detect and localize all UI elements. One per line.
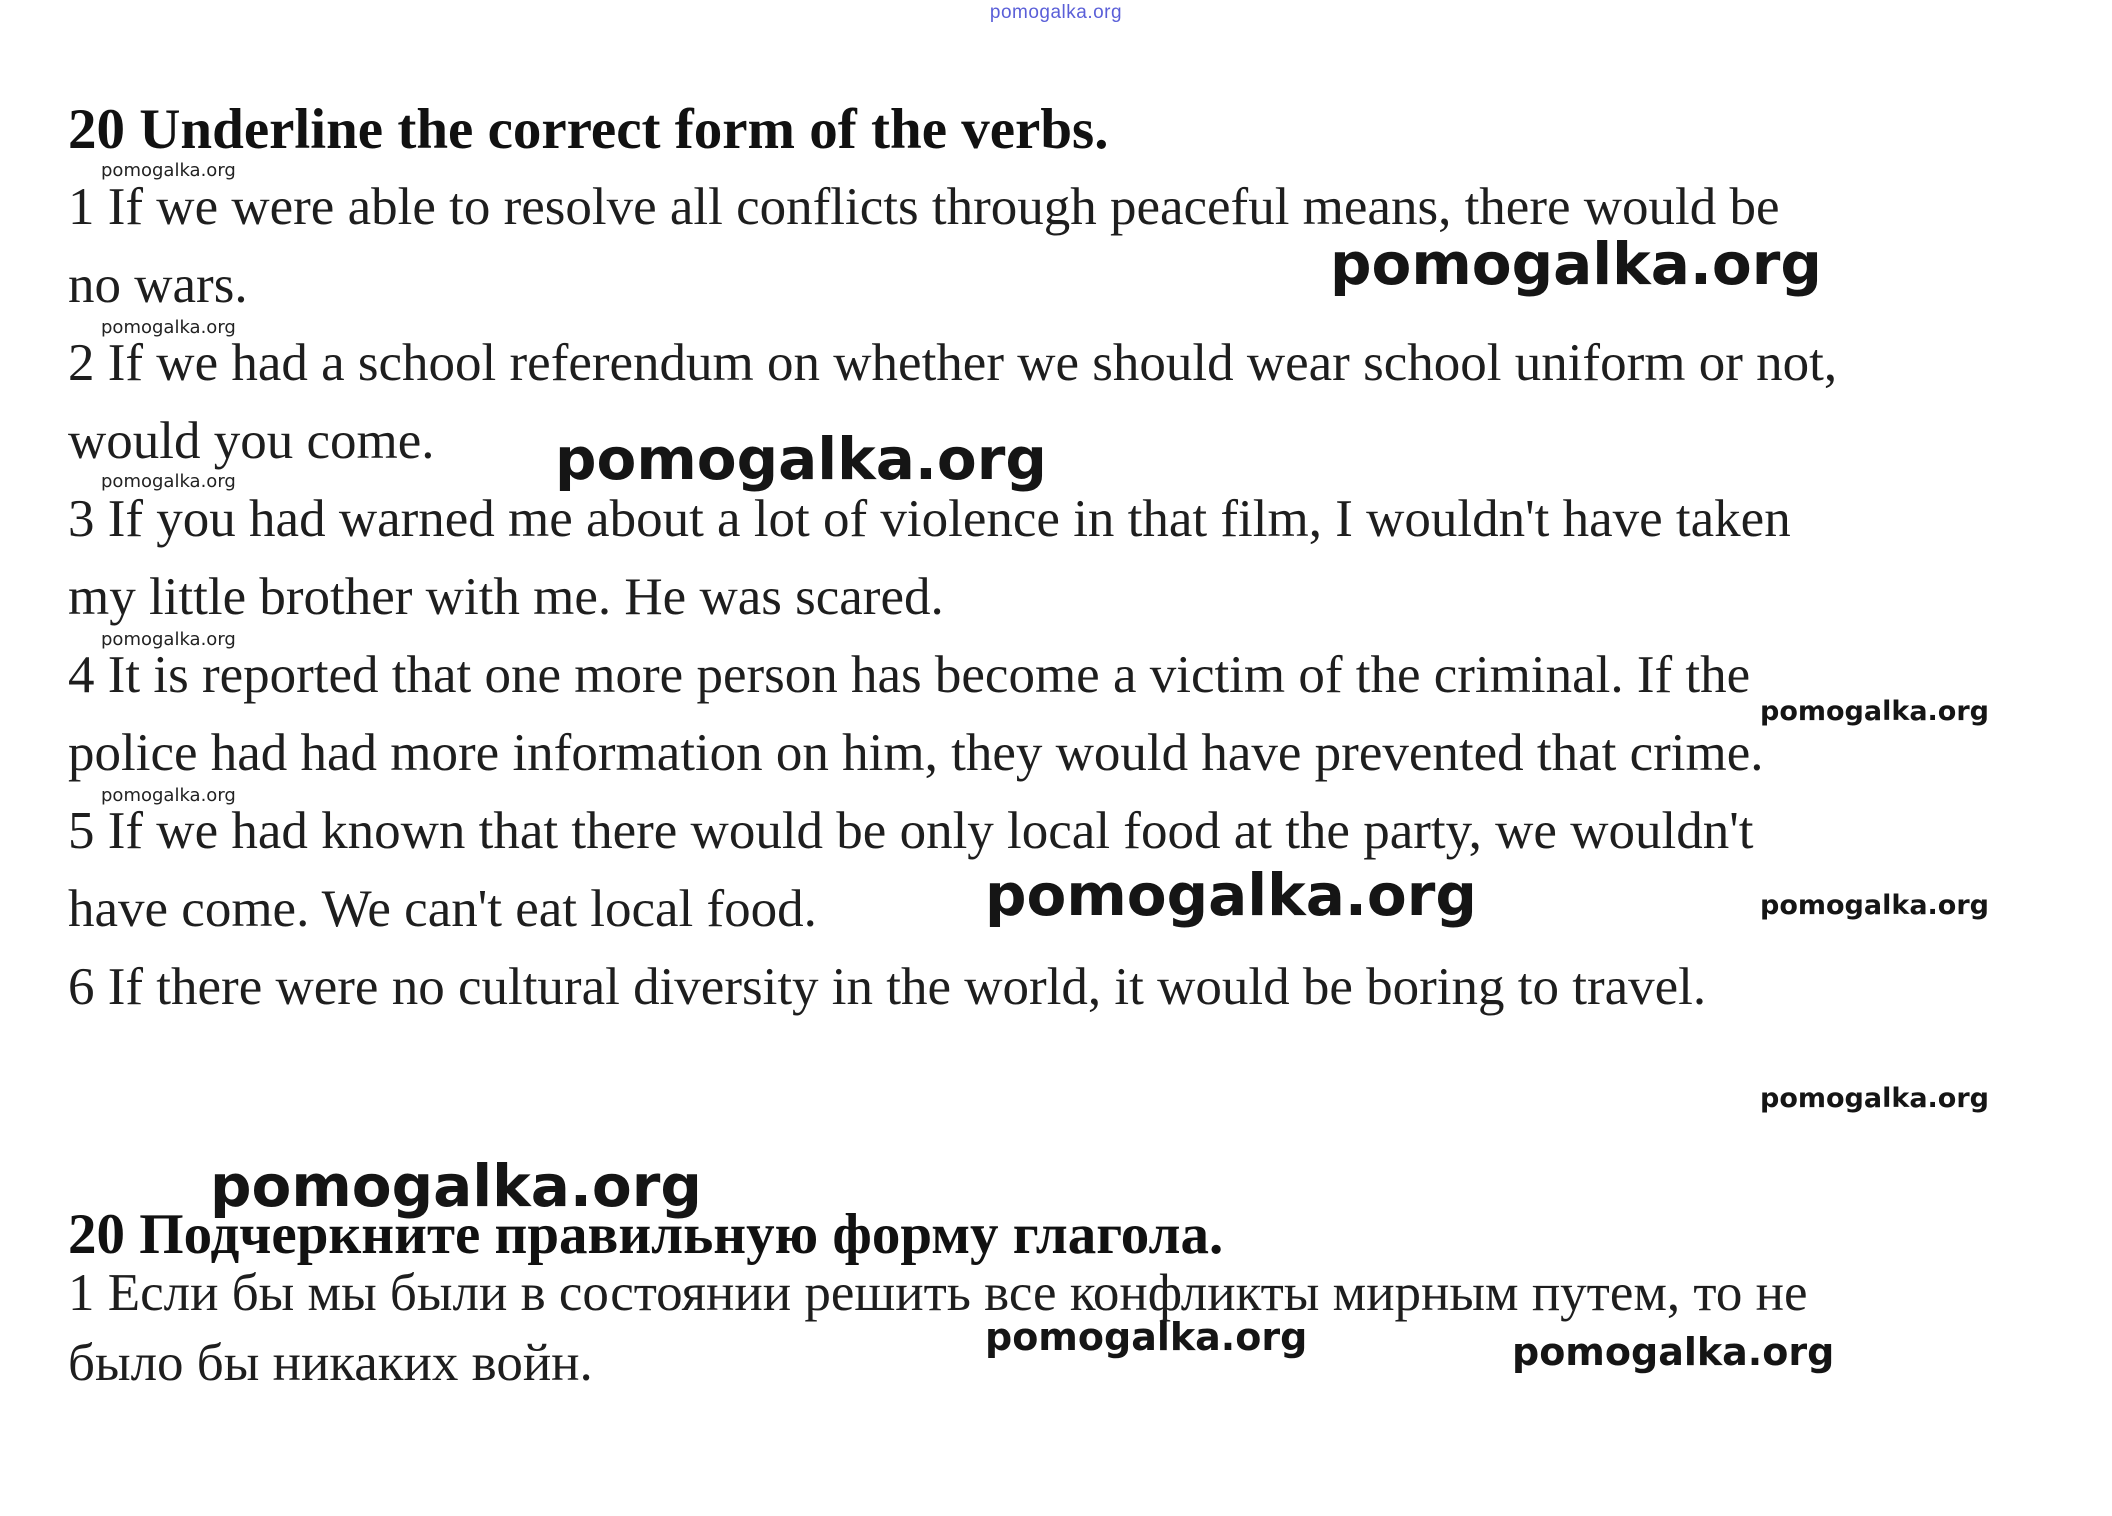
- exercise-heading-russian: 20 Подчеркните правильную форму глагола.: [68, 1203, 1224, 1266]
- exercise-line: would you come.: [68, 412, 435, 470]
- exercise-line: было бы никаких войн.: [68, 1334, 593, 1392]
- exercise-line: 4 It is reported that one more person has become a victim of the criminal. If the: [68, 646, 1751, 704]
- watermark: pomogalka.org: [101, 471, 236, 492]
- exercise-line: police had had more information on him, they would have prevented that crime.: [68, 724, 1764, 782]
- exercise-line: my little brother with me. He was scared.: [68, 568, 944, 626]
- watermark: pomogalka.org: [101, 317, 236, 338]
- watermark: pomogalka.org: [101, 785, 236, 806]
- watermark: pomogalka.org: [555, 425, 1047, 493]
- exercise-line: 5 If we had known that there would be only local food at the party, we wouldn't: [68, 802, 1754, 860]
- watermark: pomogalka.org: [101, 629, 236, 650]
- exercise-line: 1 Если бы мы были в состоянии решить все конфликты мирным путем, то не: [68, 1264, 1808, 1322]
- watermark: pomogalka.org: [101, 160, 236, 181]
- watermark: pomogalka.org: [1760, 696, 1989, 727]
- watermark: pomogalka.org: [985, 861, 1477, 929]
- watermark: pomogalka.org: [1760, 1083, 1989, 1114]
- exercise-line: 6 If there were no cultural diversity in the world, it would be boring to travel.: [68, 958, 1707, 1016]
- exercise-line: 2 If we had a school referendum on whether we should wear school uniform or not,: [68, 334, 1838, 392]
- exercise-line: 3 If you had warned me about a lot of violence in that film, I wouldn't have taken: [68, 490, 1791, 548]
- exercise-line: no wars.: [68, 256, 248, 314]
- exercise-heading-english: 20 Underline the correct form of the verbs.: [68, 98, 1109, 161]
- exercise-line: 1 If we were able to resolve all conflicts through peaceful means, there would be: [68, 178, 1780, 236]
- watermark: pomogalka.org: [210, 1152, 702, 1220]
- watermark: pomogalka.org: [1330, 230, 1822, 298]
- watermark: pomogalka.org: [1512, 1330, 1835, 1374]
- watermark: pomogalka.org: [1760, 890, 1989, 921]
- top-watermark: pomogalka.org: [989, 2, 1123, 23]
- exercise-line: have come. We can't eat local food.: [68, 880, 817, 938]
- watermark: pomogalka.org: [985, 1315, 1308, 1359]
